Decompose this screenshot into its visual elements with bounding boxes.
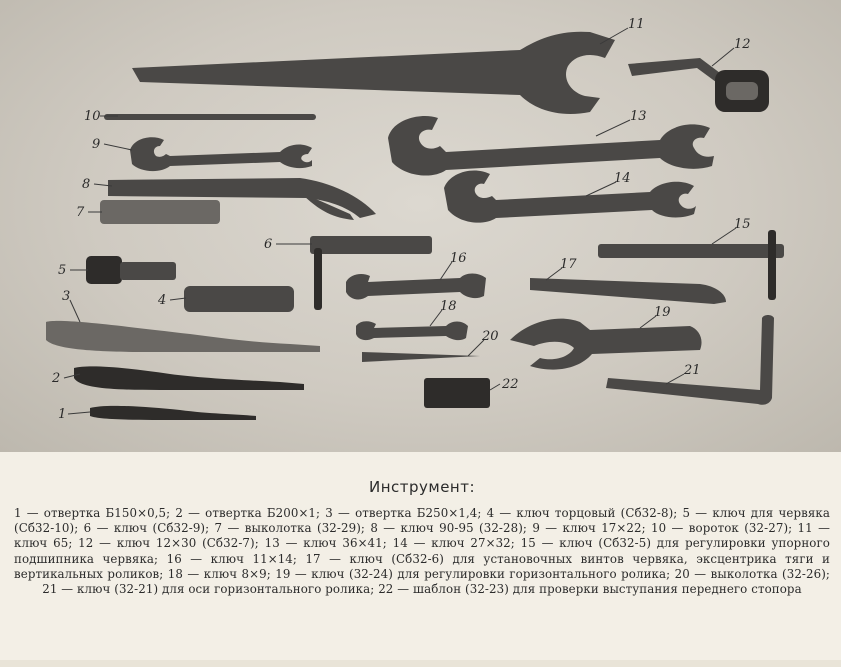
label-3: 3 xyxy=(62,289,71,304)
tool-14-wrench-27x32 xyxy=(444,170,696,222)
tool-2-screwdriver-200 xyxy=(74,366,304,390)
label-9: 9 xyxy=(92,137,101,152)
label-11: 11 xyxy=(628,17,645,32)
label-22: 22 xyxy=(502,377,519,392)
tool-22-gauge xyxy=(424,378,490,408)
figure-caption xyxy=(14,478,830,597)
label-13: 13 xyxy=(630,109,647,124)
caption-title: Инструмент: xyxy=(368,478,476,496)
tool-5-worm-key xyxy=(86,256,176,284)
label-7: 7 xyxy=(76,205,85,220)
label-16: 16 xyxy=(450,251,467,266)
label-14: 14 xyxy=(614,171,631,186)
tool-17-key xyxy=(530,278,726,304)
label-17: 17 xyxy=(560,257,577,272)
tool-6-key xyxy=(310,236,432,310)
tool-18-wrench-8x9 xyxy=(356,321,468,340)
caption-text: 1 — отвертка Б150×0,5; 2 — отвертка Б200×1; 3 — отвертка Б250×1,4; 4 — ключ торцовый (Сб32-8); 5 — ключ для червяка (Сб32-10); 6 — ключ (Сб32-9); 7 — выколотка (32-29); 8 — ключ 90-95 (32-28); 9 — ключ 17×22; 10 — вороток (32-27); 11 — ключ 65; 12 — ключ 12×30 (Сб32-7); 13 — ключ 36×41; 14 — ключ 27×32; 15 — ключ (Сб32-5) для регулировки упорного подшипника червяка; 16 — ключ 11×14; 17 — ключ (Сб32-6) для установочных винтов червяка, эксцентрика тяги и вертикальных роликов; 18 — ключ 8×9; 19 — ключ (32-24) для регулировки горизонтального ролика; 20 — выколотка (32-26); 21 — ключ (32-21) для оси горизонтального ролика; 22 — шаблон (32-23) для проверки выступания переднего стопора xyxy=(14,506,830,597)
label-10: 10 xyxy=(84,109,101,124)
label-15: 15 xyxy=(734,217,751,232)
label-20: 20 xyxy=(482,329,499,344)
label-19: 19 xyxy=(654,305,671,320)
label-12: 12 xyxy=(734,37,751,52)
tool-3-screwdriver-250 xyxy=(46,321,320,352)
label-21: 21 xyxy=(684,363,701,378)
label-4: 4 xyxy=(158,293,167,308)
label-5: 5 xyxy=(58,263,67,278)
tool-9-wrench-17x22 xyxy=(130,137,312,171)
page-edge xyxy=(0,660,841,667)
tool-20-drift xyxy=(362,352,480,362)
tool-12-key-12x30 xyxy=(628,58,769,112)
label-6: 6 xyxy=(264,237,273,252)
tool-19-key xyxy=(510,319,702,370)
label-18: 18 xyxy=(440,299,457,314)
tool-1-screwdriver-150 xyxy=(90,406,256,420)
tool-4-socket-wrench xyxy=(184,286,294,312)
tool-13-wrench-36x41 xyxy=(388,116,714,176)
label-1: 1 xyxy=(58,407,67,422)
tool-7-drift xyxy=(100,200,220,224)
label-8: 8 xyxy=(82,177,91,192)
label-2: 2 xyxy=(52,371,61,386)
tool-10-tommy-bar xyxy=(104,114,316,120)
tool-16-wrench-11x14 xyxy=(346,274,486,300)
tool-11-wrench-65 xyxy=(132,32,615,114)
